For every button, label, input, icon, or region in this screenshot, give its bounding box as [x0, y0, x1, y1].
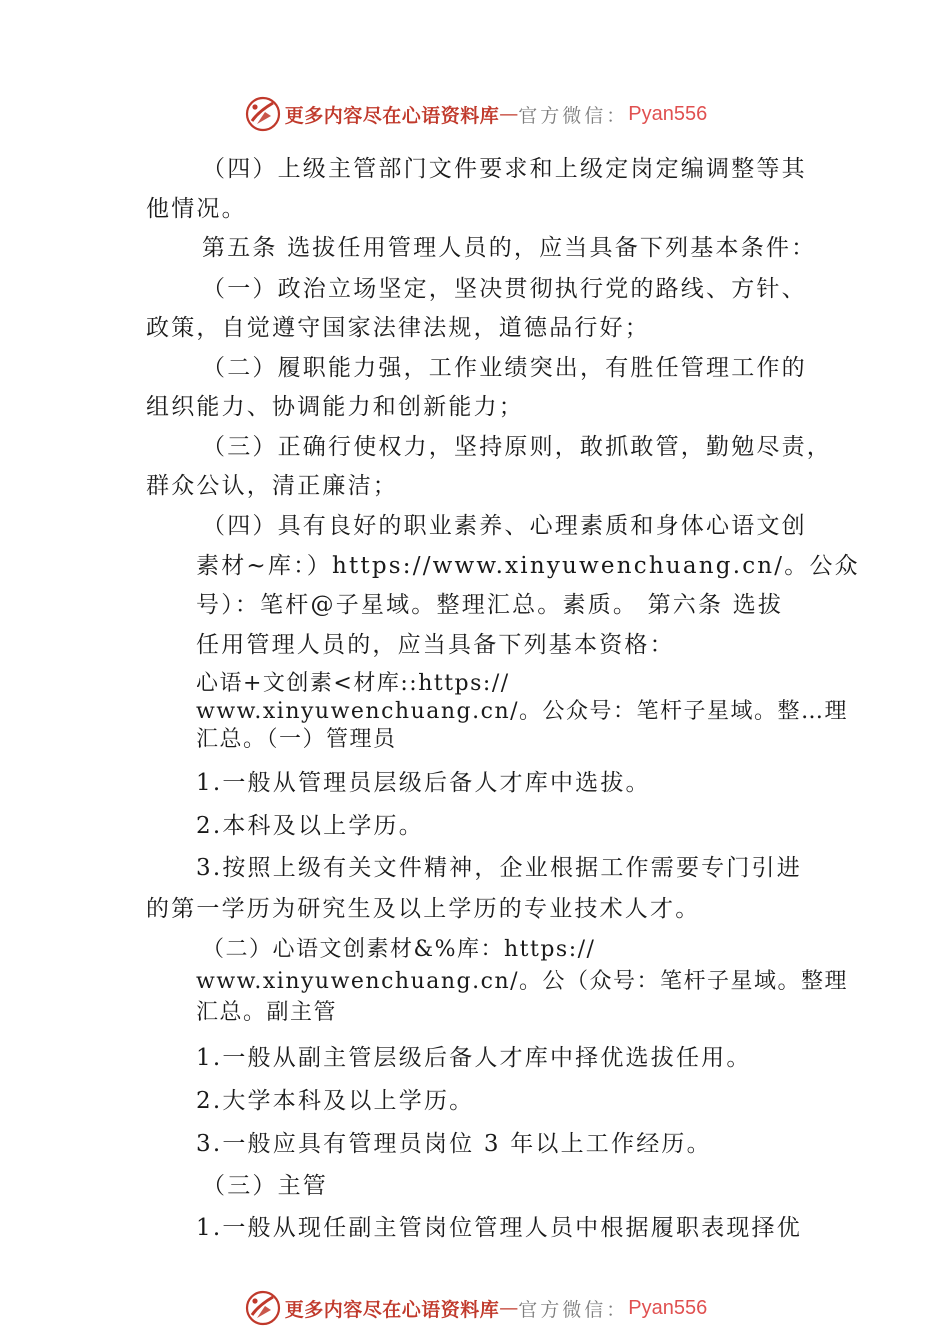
text-line: 任用管理人员的，应当具备下列基本资格：	[196, 632, 675, 658]
header-banner	[0, 94, 950, 134]
text-line: 素材~库：）https://www.xinyuwenchuang.cn/。公众	[196, 553, 860, 579]
text-line: 政策，自觉遵守国家法律法规，道德品行好；	[146, 315, 650, 341]
pen-nib-circle-logo-icon	[243, 1288, 283, 1328]
text-line: 2.大学本科及以上学历。	[196, 1088, 475, 1114]
text-line: 1.一般从副主管层级后备人才库中择优选拔任用。	[196, 1045, 752, 1071]
text-line: 3.一般应具有管理员岗位 3 年以上工作经历。	[196, 1131, 712, 1157]
text-line: 汇总。（一）管理员	[196, 727, 397, 752]
text-line: （四）具有良好的职业素养、心理素质和身体心语文创	[202, 513, 807, 539]
text-line: 他情况。	[146, 196, 247, 222]
text-line: 汇总。副主管	[196, 1000, 338, 1025]
banner-wechat-id: Pyan556	[628, 1296, 708, 1319]
banner-wechat-label: 官方微信：	[518, 104, 629, 127]
banner-text: 更多内容尽在心语资料库	[284, 104, 500, 127]
text-line: （一）政治立场坚定，坚决贯彻执行党的路线、方针、	[202, 276, 807, 302]
text-line: （三）主管	[202, 1173, 328, 1199]
text-line: 2.本科及以上学历。	[196, 813, 424, 839]
text-line: （三）正确行使权力，坚持原则，敢抓敢管，勤勉尽责，	[202, 434, 832, 460]
text-line: （二）心语文创素材&%库：https://	[202, 937, 596, 962]
text-line: 心语+文创素<材库::https://	[196, 671, 510, 696]
text-line: 号）：笔杆@子星域。整理汇总。素质。 第六条 选拔	[196, 592, 784, 618]
text-line: www.xinyuwenchuang.cn/。公（众号：笔杆子星域。整理	[196, 969, 849, 994]
text-line: 3.按照上级有关文件精神，企业根据工作需要专门引进	[196, 855, 802, 881]
banner-text: 更多内容尽在心语资料库	[284, 1298, 500, 1321]
text-line: www.xinyuwenchuang.cn/。公众号：笔杆子星域。整…理	[196, 699, 849, 724]
banner-dash: —	[499, 1297, 519, 1319]
text-line: 1.一般从现任副主管岗位管理人员中根据履职表现择优	[196, 1215, 802, 1241]
text-line: （四）上级主管部门文件要求和上级定岗定编调整等其	[202, 156, 807, 182]
text-line: （二）履职能力强，工作业绩突出，有胜任管理工作的	[202, 355, 807, 381]
footer-banner	[0, 1288, 950, 1328]
banner-dash: —	[499, 103, 519, 125]
text-line: 1.一般从管理员层级后备人才库中选拔。	[196, 770, 651, 796]
text-line: 群众公认，清正廉洁；	[146, 473, 398, 499]
text-line: 组织能力、协调能力和创新能力；	[146, 394, 524, 420]
banner-wechat-id: Pyan556	[628, 102, 708, 125]
pen-nib-circle-logo-icon	[243, 94, 283, 134]
banner-wechat-label: 官方微信：	[518, 1298, 629, 1321]
text-line: 的第一学历为研究生及以上学历的专业技术人才。	[146, 896, 701, 922]
text-line: 第五条 选拔任用管理人员的，应当具备下列基本条件：	[202, 235, 817, 261]
